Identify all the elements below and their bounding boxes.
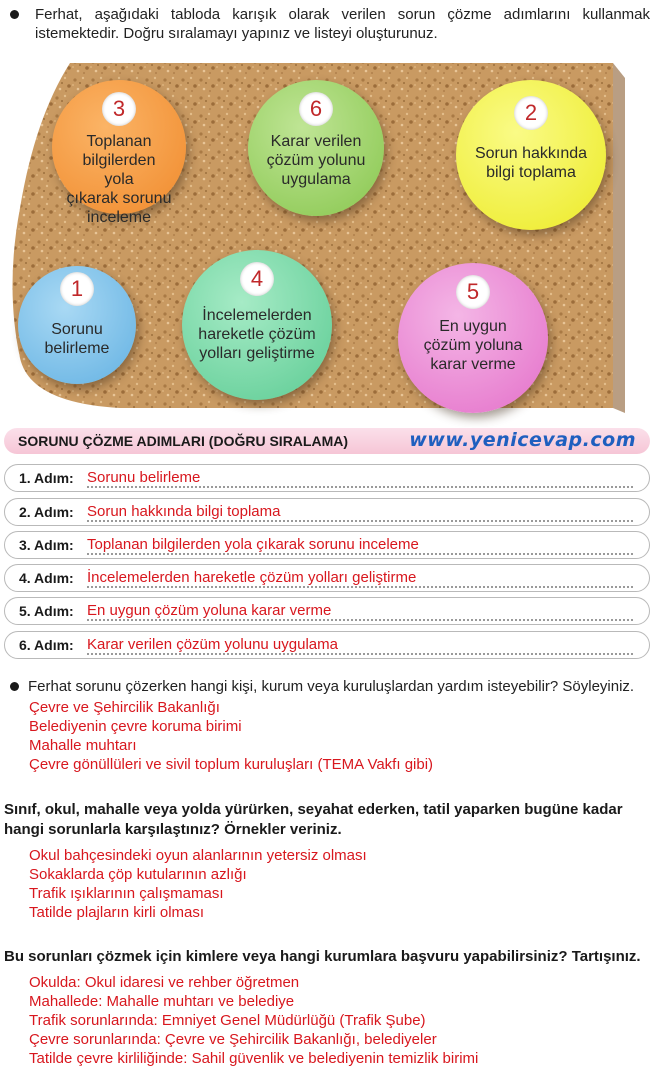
step-label: 4. Adım: [19, 570, 74, 586]
bubble-text-line: karar verme [430, 356, 516, 373]
question-2: Sınıf, okul, mahalle veya yolda yürürken, seyahat ederken, tatil yaparken bugüne kadar hangi sorunlarla karşılaştınız? Örnekler veriniz. [4, 801, 623, 838]
question-1 [10, 677, 655, 696]
answer-line: Tatilde çevre kirliliğinde: Sahil güvenlik ve belediyenin temizlik birimi [29, 1050, 479, 1067]
step-answer: Sorunu belirleme [87, 469, 201, 486]
bubble-text-line: Sorun hakkında [474, 145, 588, 162]
answer-line: Okul bahçesindeki oyun alanlarının yetersiz olması [29, 847, 367, 864]
dotted-line [87, 653, 633, 655]
answer-line: Mahallede: Mahalle muhtarı ve belediye [29, 993, 295, 1010]
steps-header [4, 428, 650, 454]
step-answer: İncelemelerden hareketle çözüm yolları geliştirme [87, 569, 417, 586]
bubble-number: 2 [514, 96, 548, 130]
answer-line: Çevre ve Şehircilik Bakanlığı [29, 699, 220, 716]
bubble-2 [456, 80, 606, 230]
answer-line: Trafik ışıklarının çalışmaması [29, 885, 224, 902]
question-3: Bu sorunları çözmek için kimlere veya hangi kurumlara başvuru yapabilirsiniz? Tartışınız. [4, 948, 641, 965]
step-row [4, 564, 650, 592]
bubble-text-line: Toplanan [86, 133, 152, 150]
bubble-text-line: Karar verilen [270, 133, 362, 150]
bubble-text-line: İncelemelerden [202, 307, 312, 324]
answer-line: Okulda: Okul idaresi ve rehber öğretmen [29, 974, 300, 991]
answer-line: Çevre gönüllüleri ve sivil toplum kuruluşları (TEMA Vakfı gibi) [29, 756, 434, 773]
site-watermark: www.yenicevap.com [409, 429, 636, 451]
step-row [4, 631, 650, 659]
dotted-line [87, 520, 633, 522]
bubble-5 [398, 263, 548, 413]
steps-title: SORUNU ÇÖZME ADIMLARI (DOĞRU SIRALAMA) [18, 433, 349, 449]
dotted-line [87, 586, 633, 588]
bullet-icon [10, 682, 19, 691]
bubble-text-line: belirleme [44, 340, 110, 357]
step-label: 3. Adım: [19, 537, 74, 553]
intro-paragraph [10, 5, 650, 43]
bubble-text-line: çözüm yoluna [423, 337, 523, 354]
step-row [4, 464, 650, 492]
answer-line: Belediyenin çevre koruma birimi [29, 718, 242, 735]
bubble-text-line: bilgi toplama [486, 164, 576, 181]
bubble-text-line: bilgilerden yola [82, 152, 156, 188]
bubble-1 [18, 266, 136, 384]
step-row [4, 498, 650, 526]
answer-line: Tatilde plajların kirli olması [29, 904, 205, 921]
dotted-line [87, 486, 633, 488]
dotted-line [87, 619, 633, 621]
dotted-line [87, 553, 633, 555]
step-answer: Karar verilen çözüm yolunu uygulama [87, 636, 338, 653]
step-row [4, 597, 650, 625]
bubble-number: 1 [60, 272, 94, 306]
bubble-text-line: En uygun [439, 318, 507, 335]
bubble-4 [182, 250, 332, 400]
step-label: 6. Adım: [19, 637, 74, 653]
bubble-number: 6 [299, 92, 333, 126]
step-label: 5. Adım: [19, 603, 74, 619]
bubble-text-line: uygulama [281, 171, 351, 188]
cork-board [0, 58, 655, 418]
question-text: Ferhat sorunu çözerken hangi kişi, kurum veya kuruluşlardan yardım isteyebilir? Söyleyiniz. [28, 678, 635, 695]
step-label: 2. Adım: [19, 504, 74, 520]
answers-3 [29, 973, 478, 1068]
bubble-6 [248, 80, 384, 216]
bubble-text-line: hareketle çözüm [198, 326, 316, 343]
step-answer: Sorun hakkında bilgi toplama [87, 503, 281, 520]
bubble-3 [52, 80, 186, 226]
bubble-text-line: çözüm yolunu [266, 152, 366, 169]
bubble-number: 4 [240, 262, 274, 296]
step-label: 1. Adım: [19, 470, 74, 486]
bubble-number: 5 [456, 275, 490, 309]
answer-line: Mahalle muhtarı [29, 737, 137, 754]
step-answer: Toplanan bilgilerden yola çıkarak sorunu inceleme [87, 536, 419, 553]
answer-line: Sokaklarda çöp kutularının azlığı [29, 866, 247, 883]
answer-line: Çevre sorunlarında: Çevre ve Şehircilik Bakanlığı, belediyeler [29, 1031, 437, 1048]
step-answer: En uygun çözüm yoluna karar verme [87, 602, 332, 619]
answer-line: Trafik sorunlarında: Emniyet Genel Müdürlüğü (Trafik Şube) [29, 1012, 426, 1029]
bullet-icon [10, 10, 19, 19]
bubble-text-line: çıkarak sorunu [66, 190, 172, 207]
step-row [4, 531, 650, 559]
answers-1 [29, 698, 433, 774]
answers-2 [29, 846, 367, 922]
bubble-text-line: inceleme [86, 209, 152, 226]
bubble-text-line: yolları geliştirme [199, 345, 315, 362]
bubble-number: 3 [102, 92, 136, 126]
bubble-text-line: Sorunu [51, 321, 103, 338]
intro-text: Ferhat, aşağıdaki tabloda karışık olarak verilen sorun çözme adımlarını kullanmak istemektedir. Doğru sıralamayı yapınız ve listeyi oluşturunuz. [35, 6, 650, 42]
